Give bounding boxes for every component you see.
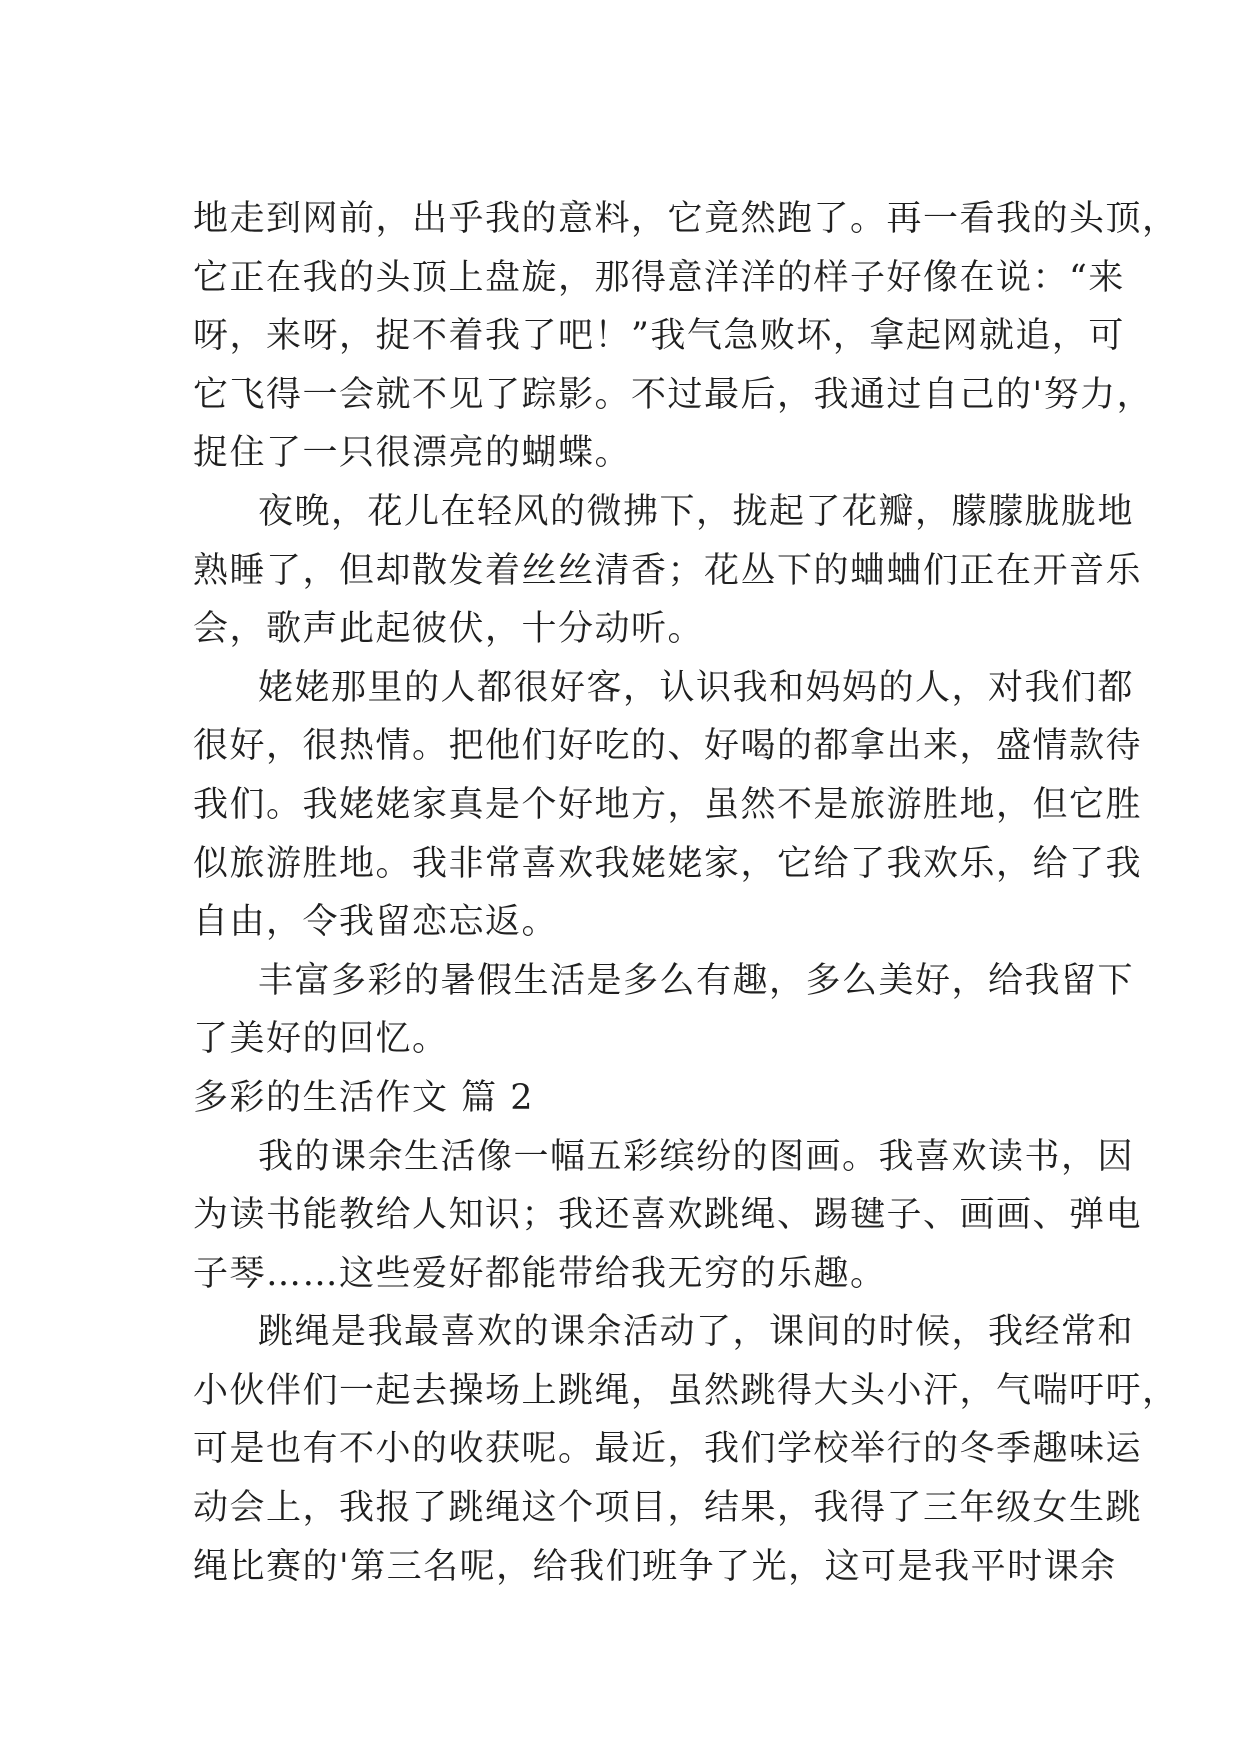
paragraph-start-line: 丰富多彩的暑假生活是多么有趣，多么美好，给我留下 bbox=[258, 960, 1135, 1001]
text-line: 子琴……这些爱好都能带给我无穷的乐趣。 bbox=[193, 1253, 887, 1294]
essay-text bbox=[193, 190, 1179, 1596]
text-line: 地走到网前，出乎我的意料，它竟然跑了。再一看我的头顶， bbox=[193, 199, 1179, 239]
text-line: 可是也有不小的收获呢。最近，我们学校举行的冬季趣味运 bbox=[193, 1429, 1143, 1470]
text-line: 了美好的回忆。 bbox=[193, 1019, 449, 1060]
text-line: 捉住了一只很漂亮的蝴蝶。 bbox=[193, 433, 632, 474]
text-line: 动会上，我报了跳绳这个项目，结果，我得了三年级女生跳 bbox=[193, 1488, 1143, 1529]
text-line: 呀，来呀，捉不着我了吧！”我气急败坏，拿起网就追，可 bbox=[193, 316, 1125, 357]
paragraph-start-line: 我的课余生活像一幅五彩缤纷的图画。我喜欢读书，因 bbox=[258, 1136, 1135, 1177]
text-line: 它飞得一会就不见了踪影。不过最后，我通过自己的'努力， bbox=[193, 374, 1154, 415]
text-line: 会，歌声此起彼伏，十分动听。 bbox=[193, 609, 705, 650]
text-line: 熟睡了，但却散发着丝丝清香；花丛下的蛐蛐们正在开音乐 bbox=[193, 550, 1143, 591]
text-line: 似旅游胜地。我非常喜欢我姥姥家，它给了我欢乐，给了我 bbox=[193, 843, 1143, 884]
section-heading: 多彩的生活作文 篇 2 bbox=[193, 1077, 535, 1118]
text-line: 它正在我的头顶上盘旋，那得意洋洋的样子好像在说：“来 bbox=[193, 257, 1125, 298]
paragraph-start-line: 夜晚，花儿在轻风的微拂下，拢起了花瓣，朦朦胧胧地 bbox=[258, 491, 1135, 532]
text-line: 很好，很热情。把他们好吃的、好喝的都拿出来，盛情款待 bbox=[193, 726, 1143, 767]
text-line: 为读书能教给人知识；我还喜欢跳绳、踢毽子、画画、弹电 bbox=[193, 1195, 1143, 1236]
text-line: 小伙伴们一起去操场上跳绳，虽然跳得大头小汗，气喘吁吁， bbox=[193, 1370, 1179, 1411]
paragraph-start-line: 姥姥那里的人都很好客，认识我和妈妈的人，对我们都 bbox=[258, 667, 1135, 708]
text-line: 我们。我姥姥家真是个好地方，虽然不是旅游胜地，但它胜 bbox=[193, 784, 1143, 825]
paragraph-start-line: 跳绳是我最喜欢的课余活动了，课间的时候，我经常和 bbox=[258, 1312, 1135, 1353]
text-line: 绳比赛的'第三名呢，给我们班争了光，这可是我平时课余 bbox=[193, 1546, 1117, 1587]
text-line: 自由，令我留恋忘返。 bbox=[193, 902, 559, 943]
